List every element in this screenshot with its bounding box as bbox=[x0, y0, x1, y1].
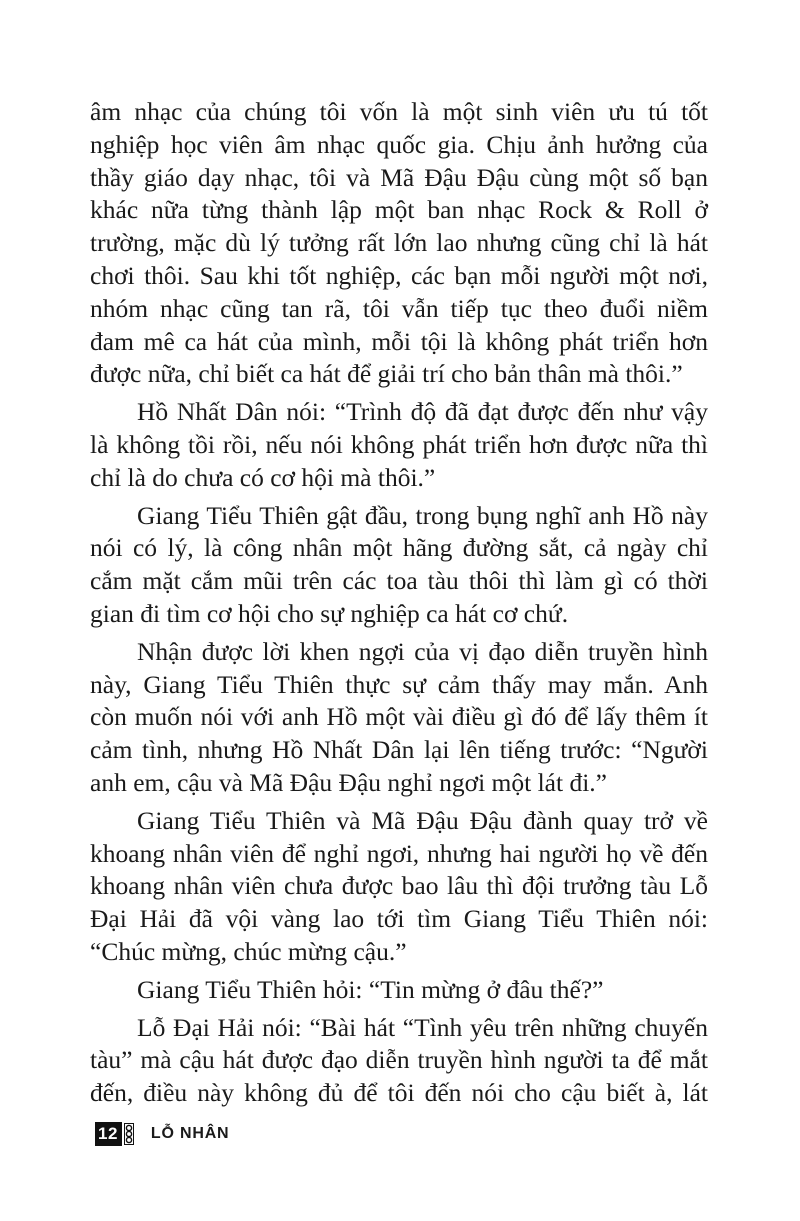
page-footer bbox=[95, 1121, 229, 1147]
text-line: thầy giáo dạy nhạc, tôi và Mã Đậu Đậu cùng một số bạn bbox=[90, 162, 708, 192]
text-line: anh em, cậu và Mã Đậu Đậu nghỉ ngơi một lát đi.” bbox=[90, 767, 607, 797]
text-line: tàu” mà cậu hát được đạo diễn truyền hình người ta để mắt bbox=[90, 1045, 708, 1075]
text-line: được nữa, chỉ biết ca hát để giải trí cho bản thân mà thôi.” bbox=[90, 359, 683, 389]
text-line: nhóm nhạc cũng tan rã, tôi vẫn tiếp tục theo đuổi niềm bbox=[90, 293, 708, 323]
text-line: còn muốn nói với anh Hồ một vài điều gì đó để lấy thêm ít bbox=[90, 702, 708, 732]
text-line: âm nhạc của chúng tôi vốn là một sinh viên ưu tú tốt bbox=[90, 97, 708, 126]
text-line: Nhận được lời khen ngợi của vị đạo diễn truyền hình bbox=[137, 636, 708, 666]
text-line: nói có lý, là công nhân một hãng đường sắt, cả ngày chỉ bbox=[90, 533, 708, 563]
text-line: Hồ Nhất Dân nói: “Trình độ đã đạt được đến như vậy bbox=[137, 397, 708, 427]
text-line: cắm mặt cắm mũi trên các toa tàu thôi thì làm gì có thời bbox=[90, 566, 708, 596]
text-line: khoang nhân viên chưa được bao lâu thì đội trưởng tàu Lỗ bbox=[90, 871, 708, 901]
ornament-icon bbox=[124, 1123, 134, 1145]
text-line: khoang nhân viên để nghỉ ngơi, nhưng hai người họ về đến bbox=[90, 838, 708, 868]
text-line: Giang Tiểu Thiên và Mã Đậu Đậu đành quay trở về bbox=[137, 805, 708, 835]
text-line: khác nữa từng thành lập một ban nhạc Rock & Roll ở bbox=[90, 195, 708, 225]
text-line: gian đi tìm cơ hội cho sự nghiệp ca hát cơ chứ. bbox=[90, 598, 569, 628]
text-line: Lỗ Đại Hải nói: “Bài hát “Tình yêu trên những chuyến bbox=[137, 1012, 708, 1042]
text-line: nghiệp học viên âm nhạc quốc gia. Chịu ảnh hưởng của bbox=[90, 129, 708, 159]
text-line: là không tồi rồi, nếu nói không phát triển hơn được nữa thì bbox=[90, 429, 708, 459]
paragraph bbox=[90, 636, 708, 800]
paragraph bbox=[90, 1012, 708, 1110]
text-line: Đại Hải đã vội vàng lao tới tìm Giang Tiểu Thiên nói: bbox=[90, 904, 708, 934]
author-name: LỖ NHÂN bbox=[150, 1125, 230, 1142]
text-line: Giang Tiểu Thiên gật đầu, trong bụng nghĩ anh Hồ này bbox=[137, 500, 708, 530]
text-line: đam mê ca hát của mình, mỗi tội là không phát triển hơn bbox=[90, 326, 708, 356]
text-line: trường, mặc dù lý tưởng rất lớn lao nhưng cũng chỉ là hát bbox=[90, 228, 708, 258]
paragraph bbox=[90, 96, 708, 391]
paragraph bbox=[90, 974, 708, 1007]
text-line: cảm tình, nhưng Hồ Nhất Dân lại lên tiếng trước: “Người bbox=[90, 735, 708, 765]
paragraph bbox=[90, 500, 708, 631]
text-line: đến, điều này không đủ để tôi đến nói cho cậu biết à, lát bbox=[90, 1078, 708, 1108]
text-line: Giang Tiểu Thiên hỏi: “Tin mừng ở đâu thế?” bbox=[137, 974, 604, 1004]
text-line: chỉ là do chưa có cơ hội mà thôi.” bbox=[90, 462, 436, 492]
text-line: chơi thôi. Sau khi tốt nghiệp, các bạn mỗi người một nơi, bbox=[90, 260, 708, 290]
text-line: “Chúc mừng, chúc mừng cậu.” bbox=[90, 936, 407, 966]
page-number: 12 bbox=[95, 1122, 122, 1146]
page-body bbox=[90, 96, 708, 1110]
paragraph bbox=[90, 396, 708, 494]
text-line: này, Giang Tiểu Thiên thực sự cảm thấy may mắn. Anh bbox=[90, 669, 708, 699]
paragraph bbox=[90, 805, 708, 969]
